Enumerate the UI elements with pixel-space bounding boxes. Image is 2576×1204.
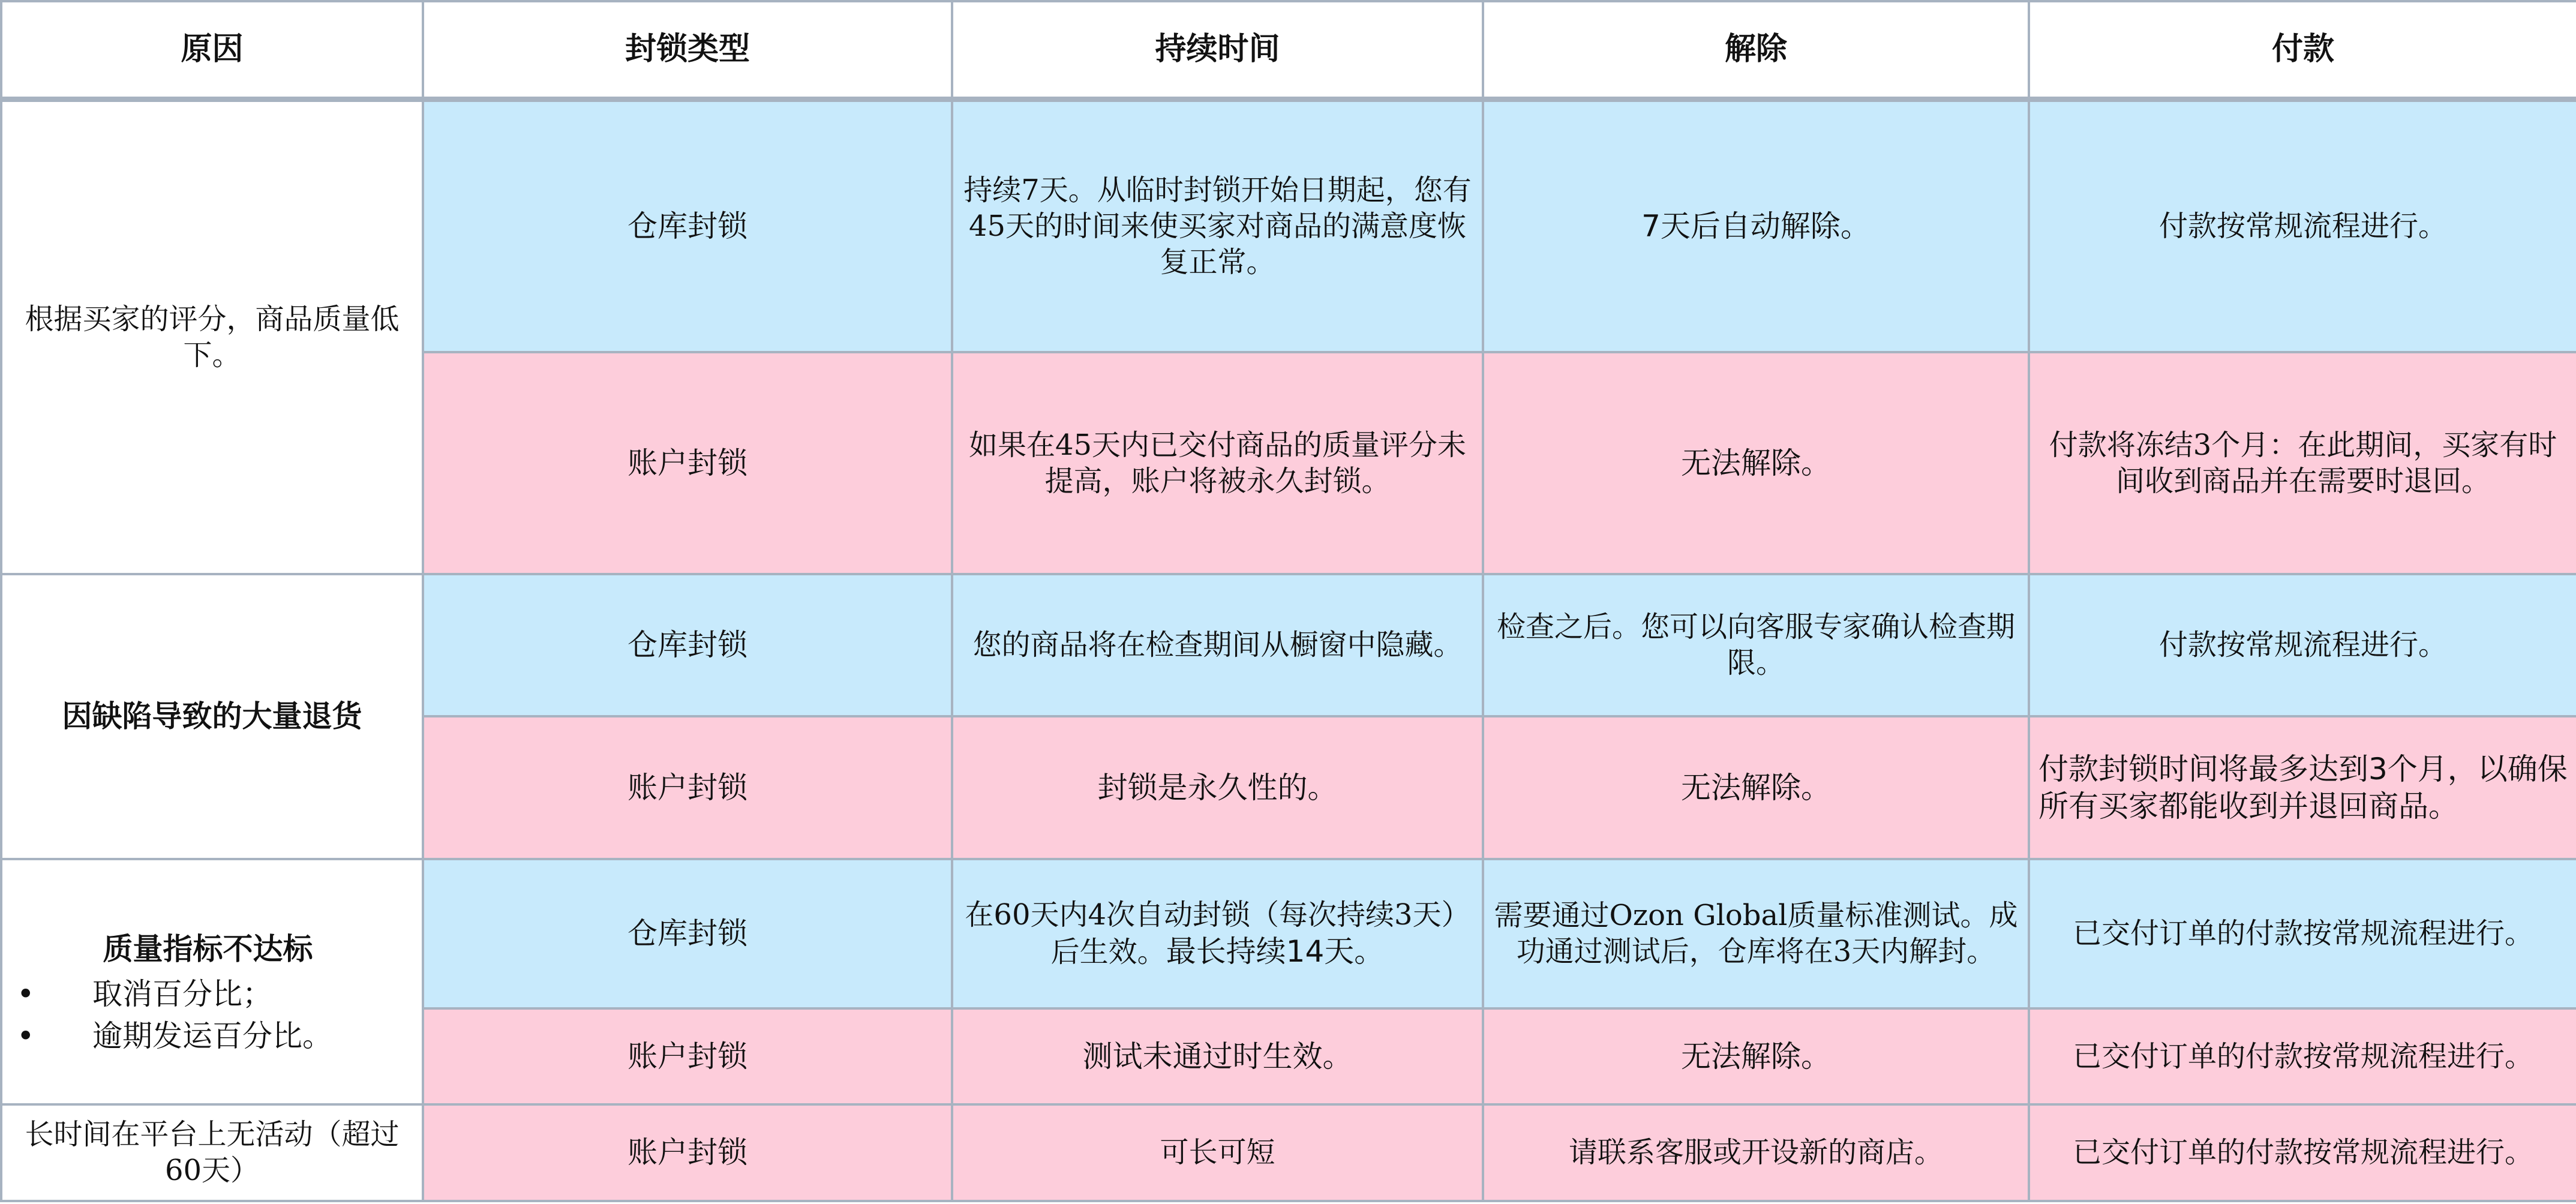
duration-cell [952, 859, 1483, 1008]
block-type-cell: 仓库封锁 [423, 99, 952, 352]
payment-cell: 已交付订单的付款按常规流程进行。 [2029, 1104, 2576, 1201]
table-row [1, 99, 2576, 352]
duration-text: 在60天内4次自动封锁（每次持续3天）后生效。 [965, 898, 1470, 969]
payment-cell: 付款将冻结3个月：在此期间，买家有时间收到商品并在需要时退回。 [2029, 352, 2576, 574]
payment-cell: 付款按常规流程进行。 [2029, 99, 2576, 352]
unblock-cell: 需要通过Ozon Global质量标准测试。成功通过测试后，仓库将在3天内解封。 [1483, 859, 2029, 1008]
payment-cell: 付款封锁时间将最多达到3个月，以确保所有买家都能收到并退回商品。 [2029, 716, 2576, 859]
reason-cell: 因缺陷导致的大量退货 [1, 574, 423, 859]
table-row [1, 574, 2576, 717]
header-duration: 持续时间 [952, 1, 1483, 99]
list-item: • 取消百分比； [2, 973, 413, 1015]
duration-max-text: 最长持续14天。 [1166, 934, 1385, 969]
block-type-cell: 仓库封锁 [423, 574, 952, 717]
block-type-cell: 账户封锁 [423, 1104, 952, 1201]
header-payment: 付款 [2029, 1, 2576, 99]
duration-cell: 可长可短 [952, 1104, 1483, 1201]
duration-cell: 如果在45天内已交付商品的质量评分未提高，账户将被永久封锁。 [952, 352, 1483, 574]
reason-cell [1, 859, 423, 1104]
table-row [1, 859, 2576, 1008]
header-reason: 原因 [1, 1, 423, 99]
reason-title: 质量指标不达标 [103, 932, 313, 967]
duration-cell: 封锁是永久性的。 [952, 716, 1483, 859]
unblock-cell: 7天后自动解除。 [1483, 99, 2029, 352]
duration-cell: 测试未通过时生效。 [952, 1008, 1483, 1104]
block-type-cell: 账户封锁 [423, 352, 952, 574]
block-type-cell: 仓库封锁 [423, 859, 952, 1008]
unblock-cell: 无法解除。 [1483, 716, 2029, 859]
reason-list [2, 973, 413, 1057]
block-type-cell: 账户封锁 [423, 1008, 952, 1104]
unblock-cell: 请联系客服或开设新的商店。 [1483, 1104, 2029, 1201]
block-type-cell: 账户封锁 [423, 716, 952, 859]
payment-cell: 已交付订单的付款按常规流程进行。 [2029, 1008, 2576, 1104]
unblock-cell: 检查之后。您可以向客服专家确认检查期限。 [1483, 574, 2029, 717]
reason-cell: 长时间在平台上无活动（超过60天） [1, 1104, 423, 1201]
duration-cell: 持续7天。从临时封锁开始日期起，您有45天的时间来使买家对商品的满意度恢复正常。 [952, 99, 1483, 352]
header-row [1, 1, 2576, 99]
reason-cell: 根据买家的评分，商品质量低下。 [1, 99, 423, 574]
payment-cell: 付款按常规流程进行。 [2029, 574, 2576, 717]
header-unblock: 解除 [1483, 1, 2029, 99]
duration-cell: 您的商品将在检查期间从橱窗中隐藏。 [952, 574, 1483, 717]
unblock-cell: 无法解除。 [1483, 352, 2029, 574]
list-item: • 逾期发运百分比。 [2, 1015, 413, 1057]
payment-cell: 已交付订单的付款按常规流程进行。 [2029, 859, 2576, 1008]
unblock-cell: 无法解除。 [1483, 1008, 2029, 1104]
header-block-type: 封锁类型 [423, 1, 952, 99]
table-row [1, 1104, 2576, 1201]
